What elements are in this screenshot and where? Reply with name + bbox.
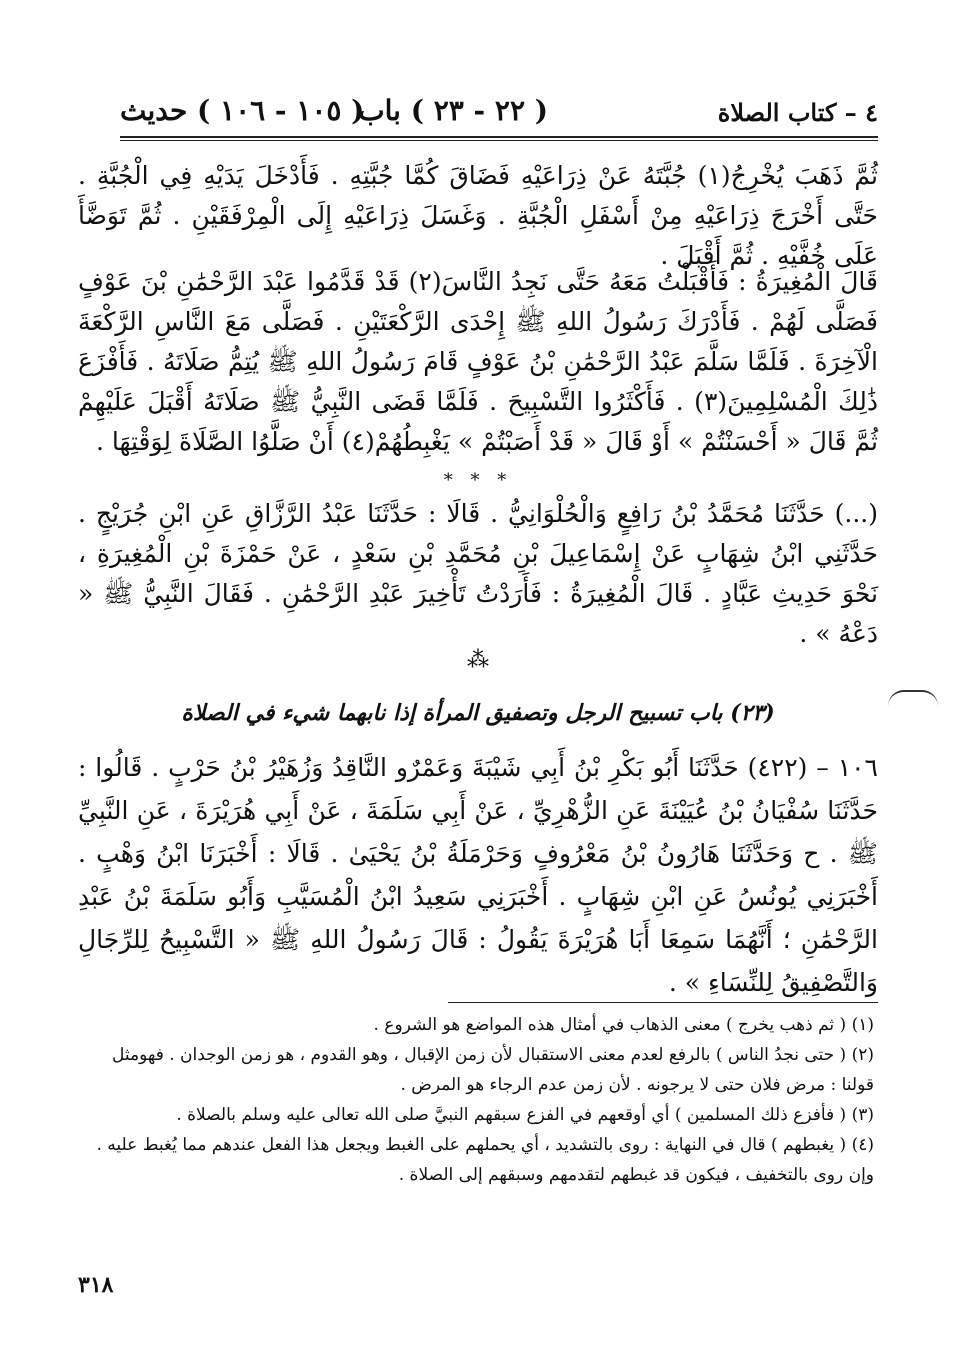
paragraph-text: ثُمَّ ذَهَبَ يُخْرِجُ(١) جُبَّتَهُ عَنْ ذِرَاعَيْهِ فَضَاقَ كُمَّا جُبَّتِهِ . فَأَدْخَلَ يَدَيْهِ فِي الْجُبَّةِ . حَتَّى أَخْرَجَ ذِرَاعَيْهِ مِنْ أَسْفَلِ الْجُبَّةِ . وَغَسَلَ ذِرَاعَيْهِ إِلَى الْمِرْفَقَيْنِ . ثُمَّ تَوَضَّأَ عَلَى خُفَّيْهِ . ثُمَّ أَقْبَلَ . <box>78 161 878 270</box>
header-rule-thin <box>120 140 878 141</box>
page-number: ٣١٨ <box>78 1272 114 1298</box>
asterism-ornament: ⁂ <box>467 648 489 673</box>
footnote-rule <box>448 1002 878 1003</box>
paragraph-text: (...) حَدَّثَنَا مُحَمَّدُ بْنُ رَافِعٍ وَالْحُلْوَانِيُّ . قَالَا : حَدَّثَنَا عَبْدُ الرَّزَّاقِ عَنِ ابْنِ جُرَيْجٍ . حَدَّثَنِي ابْنُ شِهَابٍ عَنْ إِسْمَاعِيلَ بْنِ مُحَمَّدِ بْنِ سَعْدٍ ، عَنْ حَمْزَةَ بْنِ الْمُغِيرَةِ ، نَحْوَ حَدِيثِ عَبَّادٍ . قَالَ الْمُغِيرَةُ : فَأَرَدْتُ تَأْخِيرَ عَبْدِ الرَّحْمَٰنِ . فَقَالَ النَّبِيُّ ﷺ « دَعْهُ » . <box>78 499 878 648</box>
paragraph-text: ١٠٦ – (٤٢٢) حَدَّثَنَا أَبُو بَكْرِ بْنُ أَبِي شَيْبَةَ وَعَمْرٌو النَّاقِدُ وَزُهَيْرُ بْنُ حَرْبٍ . قَالُوا : حَدَّثَنَا سُفْيَانُ بْنُ عُيَيْنَةَ عَنِ الزُّهْرِيِّ ، عَنْ أَبِي سَلَمَةَ ، عَنْ أَبِي هُرَيْرَةَ ، عَنِ النَّبِيِّ ﷺ . ح وَحَدَّثَنَا هَارُونُ بْنُ مَعْرُوفٍ وَحَرْمَلَةُ بْنُ يَحْيَىٰ . قَالَا : أَخْبَرَنَا ابْنُ وَهْبٍ . أَخْبَرَنِي يُونُسُ عَنِ ابْنِ شِهَابٍ . أَخْبَرَنِي سَعِيدُ ابْنُ الْمُسَيَّبِ وَأَبُو سَلَمَةَ بْنُ عَبْدِ الرَّحْمَٰنِ ؛ أَنَّهُمَا سَمِعَا أَبَا هُرَيْرَةَ يَقُولُ : قَالَ رَسُولُ اللهِ ﷺ « التَّسْبِيحُ لِلرِّجَالِ وَالتَّصْفِيقُ لِلنِّسَاءِ » . <box>78 753 879 997</box>
header-book-title: ٤ – كتاب الصلاة <box>717 98 878 127</box>
header-rule <box>120 136 878 138</box>
margin-mark <box>888 690 938 706</box>
running-header <box>120 94 878 134</box>
footnote-2: (٢) ( حتى نجدُ الناس ) بالرفع لعدم معنى الاستقبال لأن زمن الإقبال ، وهو القدوم ، هو زمن الوجدان . فهومثل <box>111 1045 874 1065</box>
paragraph-hadith-106 <box>78 746 878 1004</box>
footnote-3: (٣) ( فأفزع ذلك المسلمين ) أي أوقعهم في الفزع سبقهم النبيَّ صلى الله تعالى عليه وسلم بالصلاة . <box>176 1105 874 1125</box>
paragraph-isnad <box>78 494 878 654</box>
footnote-4: (٤) ( يغبطهم ) قال في النهاية : روى بالتشديد ، أي يحملهم على الغبط ويجعل هذا الفعل عندهم مما يُغبط عليه . <box>96 1135 874 1155</box>
section-separator-stars: * * * <box>443 470 513 491</box>
footnote-2-continued: قولنا : مرض فلان حتى لا يرجونه . لأن زمن عدم الرجاء هو المرض . <box>400 1075 874 1095</box>
paragraph-text: قَالَ الْمُغِيرَةُ : فَأَقْبَلْتُ مَعَهُ حَتَّى نَجِدُ النَّاسَ(٢) قَدْ قَدَّمُوا عَبْدَ الرَّحْمَٰنِ بْنَ عَوْفٍ فَصَلَّى لَهُمْ . فَأَدْرَكَ رَسُولُ اللهِ ﷺ إِحْدَى الرَّكْعَتَيْنِ . فَصَلَّى مَعَ النَّاسِ الرَّكْعَةَ الْآخِرَةَ . فَلَمَّا سَلَّمَ عَبْدُ الرَّحْمَٰنِ بْنُ عَوْفٍ قَامَ رَسُولُ اللهِ ﷺ يُتِمُّ صَلَاتَهُ . فَأَفْزَعَ ذَٰلِكَ الْمُسْلِمِينَ(٣) . فَأَكْثَرُوا التَّسْبِيحَ . فَلَمَّا قَضَى النَّبِيُّ ﷺ صَلَاتَهُ أَقْبَلَ عَلَيْهِمْ ثُمَّ قَالَ « أَحْسَنْتُمْ » أَوْ قَالَ « قَدْ أَصَبْتُمْ » يَغْبِطُهُمْ(٤) أَنْ صَلَّوُا الصَّلَاةَ لِوَقْتِهَا . <box>78 267 878 456</box>
paragraph-mughira <box>78 262 878 462</box>
footnote-1: (١) ( ثم ذهب يخرج ) معنى الذهاب في أمثال هذه المواضع هو الشروع . <box>373 1015 874 1035</box>
footnote-4-continued: وإن روى بالتخفيف ، فيكون قد غبطهم لتقدمهم وسبقهم إلى الصلاة . <box>398 1165 874 1185</box>
header-bab-range: ( ٢٢ - ٢٣ ) باب <box>358 94 548 127</box>
footnotes <box>78 1010 874 1190</box>
chapter-heading: (٢٣) باب تسبيح الرجل وتصفيق المرأة إذا نابهما شيء في الصلاة <box>181 700 775 726</box>
paragraph-hadith-continuation <box>78 156 878 276</box>
header-hadith-range: ( ١٠٥ - ١٠٦ ) حديث <box>120 94 365 127</box>
